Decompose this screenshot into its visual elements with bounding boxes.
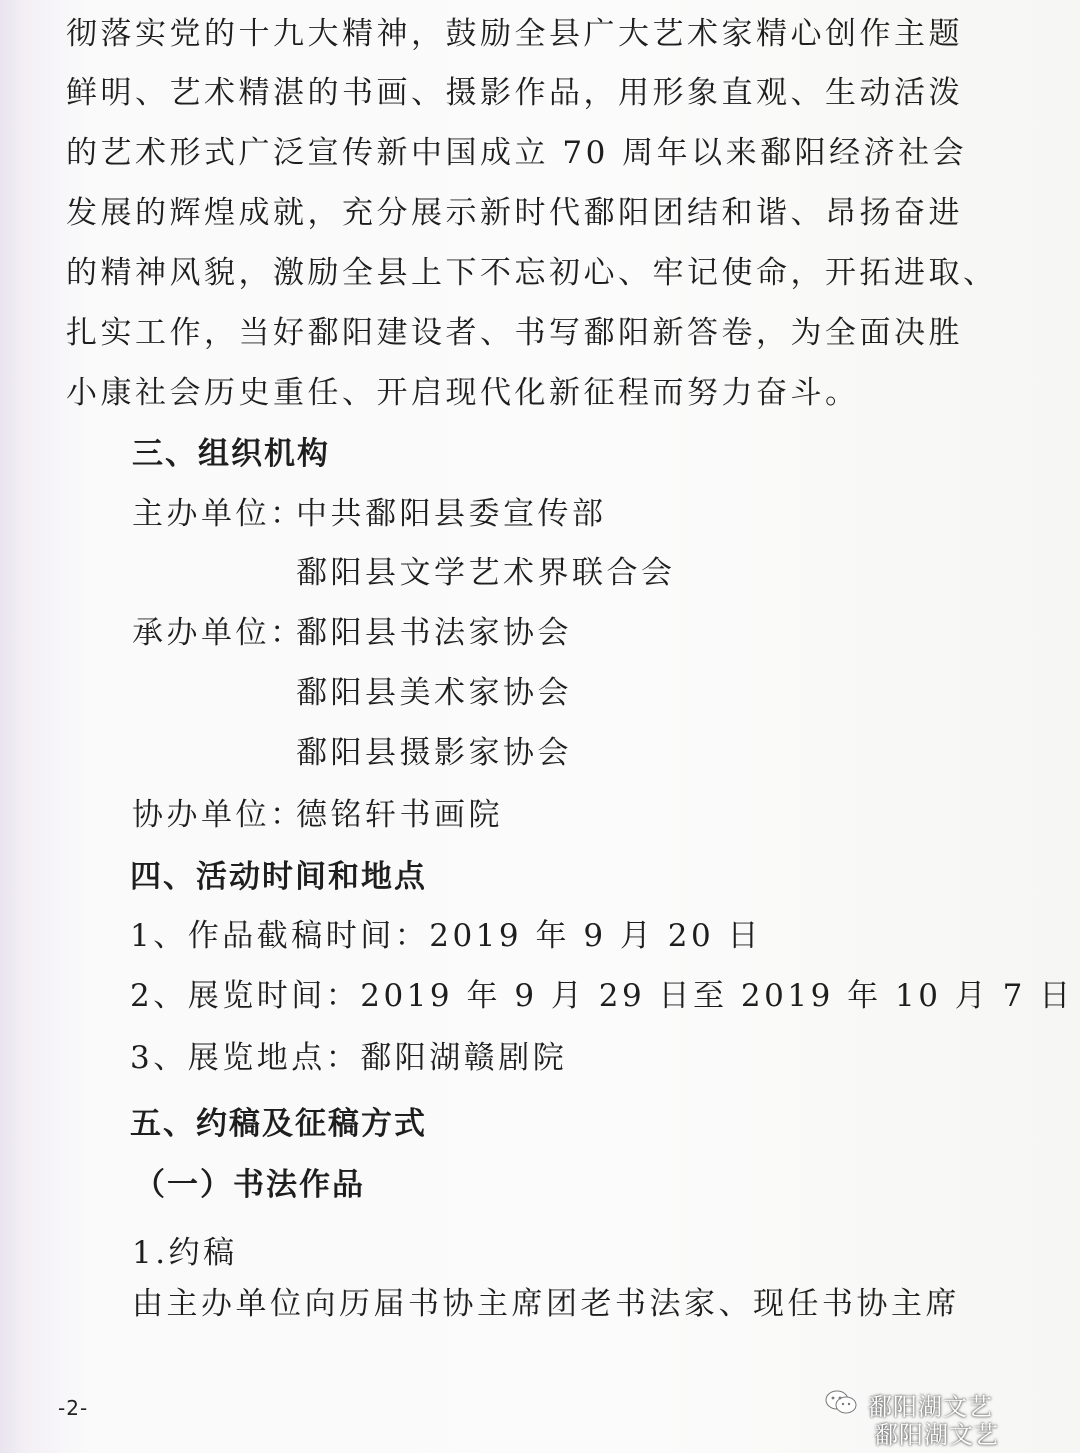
co-organizer-label: 协办单位： [132, 797, 305, 833]
schedule-item-1: 1、作品截稿时间：2019 年 9 月 20 日 [130, 918, 763, 954]
watermark [824, 1387, 1054, 1447]
watermark-text-1: 鄱阳湖文艺 [868, 1393, 993, 1421]
organizer-unit-2: 鄱阳县美术家协会 [296, 675, 572, 711]
co-organizer-unit-1: 德铭轩书画院 [296, 797, 503, 833]
body-line-2: 鲜明、艺术精湛的书画、摄影作品，用形象直观、生动活泼 [66, 75, 963, 111]
organizer-unit-1: 鄱阳县书法家协会 [296, 615, 572, 651]
host-unit-2: 鄱阳县文学艺术界联合会 [296, 555, 676, 591]
page-number: -2- [58, 1396, 89, 1420]
body-line-7: 小康社会历史重任、开启现代化新征程而努力奋斗。 [66, 375, 860, 411]
body-line-4: 发展的辉煌成就，充分展示新时代鄱阳团结和谐、昂扬奋进 [66, 195, 963, 231]
section-5-heading: 五、约稿及征稿方式 [130, 1106, 427, 1142]
body-line-3: 的艺术形式广泛宣传新中国成立 70 周年以来鄱阳经济社会 [66, 135, 968, 171]
section-3-heading: 三、组织机构 [132, 436, 330, 472]
wechat-icon [824, 1389, 858, 1415]
body-line-last: 由主办单位向历届书协主席团老书法家、现任书协主席 [132, 1286, 960, 1322]
organizer-label: 承办单位： [132, 615, 305, 651]
sub-item-invitation: 1.约稿 [132, 1235, 238, 1271]
sub-heading-calligraphy: （一）书法作品 [134, 1167, 365, 1203]
host-unit-1: 中共鄱阳县委宣传部 [296, 496, 607, 532]
host-label: 主办单位： [132, 496, 305, 532]
watermark-text-2: 鄱阳湖文艺 [874, 1421, 999, 1449]
schedule-item-3: 3、展览地点：鄱阳湖赣剧院 [130, 1040, 568, 1076]
schedule-item-2: 2、展览时间：2019 年 9 月 29 日至 2019 年 10 月 7 日 [130, 978, 1074, 1014]
body-line-1: 彻落实党的十九大精神，鼓励全县广大艺术家精心创作主题 [66, 16, 963, 52]
section-4-heading: 四、活动时间和地点 [130, 859, 427, 895]
body-line-6: 扎实工作，当好鄱阳建设者、书写鄱阳新答卷，为全面决胜 [66, 315, 963, 351]
body-line-5: 的精神风貌，激励全县上下不忘初心、牢记使命，开拓进取、 [66, 255, 998, 291]
organizer-unit-3: 鄱阳县摄影家协会 [296, 735, 572, 771]
